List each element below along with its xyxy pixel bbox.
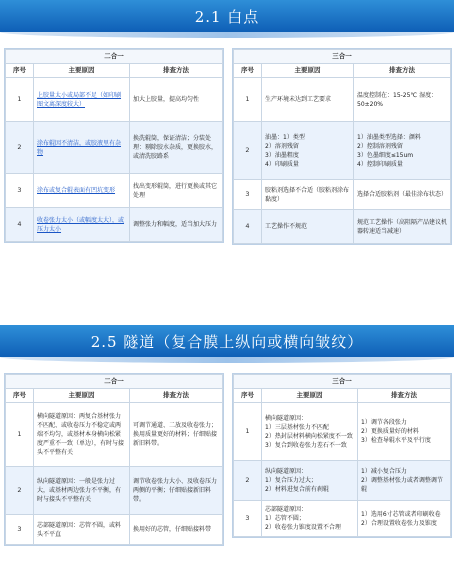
col-header-index: 序号 [6, 64, 34, 78]
row-method: 1）选用6寸芯管或者印刷收卷 2）合理设置收卷张力及锥度 [358, 501, 451, 537]
group-header: 三合一 [234, 375, 451, 389]
row-method: 1）油墨类型选择：颜料 2）控制溶剂残留 3）色墨细度≤15um 4）控制印刷质量 [354, 122, 451, 180]
row-index: 2 [6, 467, 34, 515]
row-method: 换洗辊筒，保证清洁；分装处理：剔除胶水杂质，更换胶水，或清洗胶路系 [130, 122, 223, 174]
row-cause [34, 78, 130, 122]
title-banner [0, 0, 454, 32]
row-cause: 芯部隧道原因： 1）芯管不圆； 2）收卷张力锥度设置不合理 [262, 501, 358, 537]
row-index: 1 [6, 403, 34, 467]
group-header: 二合一 [6, 50, 223, 64]
row-cause: 横向隧道原因： 1）三层基材张力不匹配 2）热封层材料横向松紧度不一致 3）复合到收卷张力差石不一致 [262, 403, 358, 461]
cause-link[interactable]: 上胶量太小或局部不足（如印刷图文离深度较大） [37, 91, 122, 108]
row-cause: 油墨：1）类型 2）溶剂残留 3）油墨粗度 4）印刷质量 [262, 122, 354, 180]
row-cause [34, 174, 130, 208]
slide-gap [0, 275, 454, 325]
col-header-method: 排查方法 [130, 389, 223, 403]
table-row [6, 515, 223, 545]
col-header-method: 排查方法 [358, 389, 451, 403]
row-index: 3 [6, 515, 34, 545]
table-row [6, 174, 223, 208]
group-header: 二合一 [6, 375, 223, 389]
table-row [234, 78, 451, 122]
row-method: 加大上胶量，提高均匀性 [130, 78, 223, 122]
row-method: 可调节通道、二放及收卷张力；换用质量更好的材料；仔细贴接新旧料带。 [130, 403, 223, 467]
row-method: 调节收卷张力大小、及收卷压力两侧的平衡；仔细贴接新旧料带。 [130, 467, 223, 515]
table-three-in-one [233, 374, 451, 537]
cause-link[interactable]: 收卷张力太小（或幅度太大），或压力太小 [37, 216, 125, 233]
row-index: 4 [234, 210, 262, 244]
col-header-index: 序号 [6, 389, 34, 403]
row-cause: 纵向隧道原因： 1）复合压力过大； 2）材料进复合前有刹辊 [262, 461, 358, 501]
row-cause [34, 122, 130, 174]
row-cause: 纵向隧道原因：一般是张力过大，或基材两边张力不平衡，有时与接头不平整有关 [34, 467, 130, 515]
row-method: 规范工艺操作（高阻隔产品建议机器转速适当减速） [354, 210, 451, 244]
row-index: 1 [234, 403, 262, 461]
row-method: 选择合适胶粘剂（最佳涂布状态） [354, 180, 451, 210]
table-two-in-one [5, 374, 223, 545]
table-row [6, 122, 223, 174]
row-index: 1 [234, 78, 262, 122]
row-index: 2 [234, 122, 262, 180]
table-row [6, 467, 223, 515]
table-panel-two-in-one [4, 48, 224, 243]
col-header-index: 序号 [234, 64, 262, 78]
row-index: 3 [6, 174, 34, 208]
row-method: 换用好的芯管，仔细贴接料带 [130, 515, 223, 545]
cause-link[interactable]: 涂布或复合辊表面有凹坑变形 [37, 187, 116, 194]
row-index: 2 [234, 461, 262, 501]
table-panel-three-in-one [232, 48, 452, 245]
group-header: 三合一 [234, 50, 451, 64]
table-row [234, 461, 451, 501]
table-row [6, 208, 223, 242]
row-method: 温度控制在：15-25℃ 湿度：50±20% [354, 78, 451, 122]
row-method: 调整张力和幅度，适当加大压力 [130, 208, 223, 242]
table-row [6, 78, 223, 122]
col-header-cause: 主要原因 [34, 389, 130, 403]
row-cause [34, 208, 130, 242]
table-row [6, 403, 223, 467]
row-cause: 横向隧道原因：两复合基材张力不匹配、或收卷压力不稳定或两端不均匀，或基材本身横向松紧度严重不一致（单边），有时与接头不平整有关 [34, 403, 130, 467]
slide-title: 2.5 隧道（复合膜上纵向或横向皱纹） [90, 332, 364, 351]
col-header-cause: 主要原因 [262, 389, 358, 403]
slide-white-spots [0, 0, 454, 275]
row-index: 3 [234, 180, 262, 210]
row-cause: 工艺操作不规范 [262, 210, 354, 244]
col-header-cause: 主要原因 [262, 64, 354, 78]
cause-link[interactable]: 涂布辊因不清洁，或胶液里有杂物 [37, 139, 122, 156]
table-panel-three-in-one [232, 373, 452, 538]
table-panel-two-in-one [4, 373, 224, 546]
title-banner [0, 325, 454, 357]
table-row [234, 180, 451, 210]
row-cause: 芯部隧道原因：芯管不圆，或料头不平直 [34, 515, 130, 545]
row-cause: 胶粘剂选择不合适（胶粘剂涂布黏度） [262, 180, 354, 210]
row-method: 1）调节各段张力 2）更换质量好的材料 3）检查导辊水平及平行度 [358, 403, 451, 461]
table-two-in-one [5, 49, 223, 242]
col-header-method: 排查方法 [354, 64, 451, 78]
row-index: 1 [6, 78, 34, 122]
row-method: 找出变形辊筒，进行更换或其它处理 [130, 174, 223, 208]
table-row [234, 403, 451, 461]
table-row [234, 122, 451, 180]
row-method: 1）减小复合压力 2）调整基材张力或者调整调节辊 [358, 461, 451, 501]
row-cause: 生产环境未达到工艺要求 [262, 78, 354, 122]
table-row [234, 210, 451, 244]
slide-title: 2.1 白点 [194, 7, 260, 26]
row-index: 3 [234, 501, 262, 537]
col-header-method: 排查方法 [130, 64, 223, 78]
col-header-cause: 主要原因 [34, 64, 130, 78]
col-header-index: 序号 [234, 389, 262, 403]
row-index: 2 [6, 122, 34, 174]
slide-tunneling [0, 325, 454, 568]
table-three-in-one [233, 49, 451, 244]
row-index: 4 [6, 208, 34, 242]
table-row [234, 501, 451, 537]
